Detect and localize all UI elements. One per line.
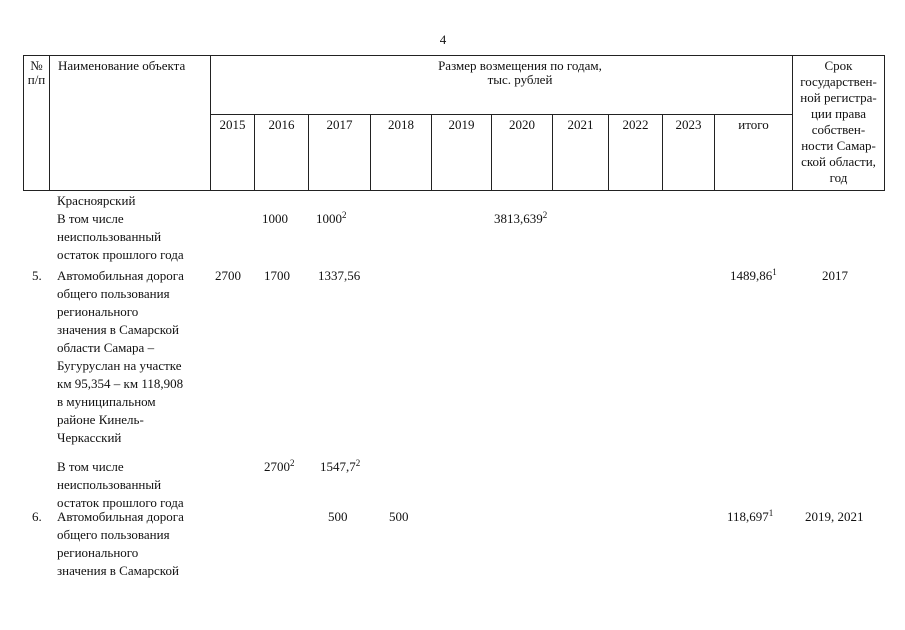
row6-term: 2019, 2021	[805, 509, 864, 524]
table-top-border	[23, 55, 885, 56]
incl-label: остаток прошлого года	[57, 495, 184, 510]
object-name-line: значения в Самарской	[57, 563, 179, 578]
incl2-value-2017: 1547,7$^2$	[320, 458, 361, 474]
header-year-2020: 2020	[509, 117, 535, 132]
header-term-line: Срок	[824, 58, 853, 73]
header-bottom-border	[23, 190, 885, 191]
header-year-2017: 2017	[326, 117, 353, 132]
header-name: Наименование объекта	[58, 58, 186, 73]
header-term-line: ции права	[810, 106, 867, 121]
row5-value-2015: 2700	[215, 268, 241, 283]
header-year-2018: 2018	[388, 117, 414, 132]
object-name-line: общего пользования	[57, 527, 170, 542]
header-term-line: год	[829, 170, 848, 185]
page-number: 4	[439, 32, 447, 47]
header-term-line: ной регистра-	[800, 90, 877, 105]
object-name-line: Черкасский	[57, 430, 122, 445]
row-number: 6.	[32, 509, 42, 524]
row6-value-2018: 500	[389, 509, 409, 524]
header-term-line: ности Самар-	[801, 138, 876, 153]
row6-value-2017: 500	[328, 509, 348, 524]
object-name-line: км 95,354 – км 118,908	[57, 376, 184, 391]
header-term-line: собствен-	[811, 122, 866, 137]
incl1-value-2020: 3813,639$^2$	[494, 210, 548, 226]
header-amount: Размер возмещения по годам, тыс. рублей	[438, 58, 602, 87]
header-year-2021: 2021	[567, 117, 594, 132]
incl-label: неиспользованный	[57, 477, 162, 492]
incl-label: В том числе	[57, 211, 124, 226]
table-right-border	[884, 55, 885, 191]
row6-total: 118,697$^1$	[727, 508, 774, 524]
object-name-line: Бугуруслан на участке	[57, 358, 182, 373]
object-name-line: общего пользования	[57, 286, 170, 301]
object-name-line: регионального	[57, 304, 139, 319]
object-name-continuation: Красноярский	[57, 193, 136, 208]
incl-label: неиспользованный	[57, 229, 162, 244]
object-name-line: значения в Самарской	[57, 322, 179, 337]
object-name-line: в муниципальном	[57, 394, 156, 409]
header-year-2022: 2022	[622, 117, 649, 132]
years-separator-line	[210, 114, 792, 115]
header-year-2016: 2016	[268, 117, 295, 132]
incl1-value-2017: 1000$^2$	[316, 210, 347, 226]
header-term-line: государствен-	[800, 74, 877, 89]
header-total: итого	[738, 117, 769, 132]
header-term-line: ской области,	[801, 154, 876, 169]
incl1-value-2016: 1000	[262, 211, 288, 226]
col-divider	[49, 55, 50, 191]
header-year-2019: 2019	[448, 117, 475, 132]
object-name-line: области Самара –	[57, 340, 155, 355]
row-number: 5.	[32, 268, 42, 283]
object-name-line: Автомобильная дорога	[57, 509, 184, 524]
incl-label: остаток прошлого года	[57, 247, 184, 262]
header-year-2015: 2015	[219, 117, 246, 132]
incl-label: В том числе	[57, 459, 124, 474]
header-year-2023: 2023	[675, 117, 702, 132]
row5-value-2016: 1700	[264, 268, 290, 283]
object-name-line: регионального	[57, 545, 139, 560]
header-no: № п/п	[27, 58, 46, 87]
row5-term: 2017	[822, 268, 848, 283]
row5-value-2017: 1337,56	[318, 268, 361, 283]
object-name-line: районе Кинель-	[57, 412, 144, 427]
incl2-value-2016: 2700$^2$	[264, 458, 295, 474]
object-name-line: Автомобильная дорога	[57, 268, 184, 283]
row5-total: 1489,86$^1$	[730, 267, 777, 283]
